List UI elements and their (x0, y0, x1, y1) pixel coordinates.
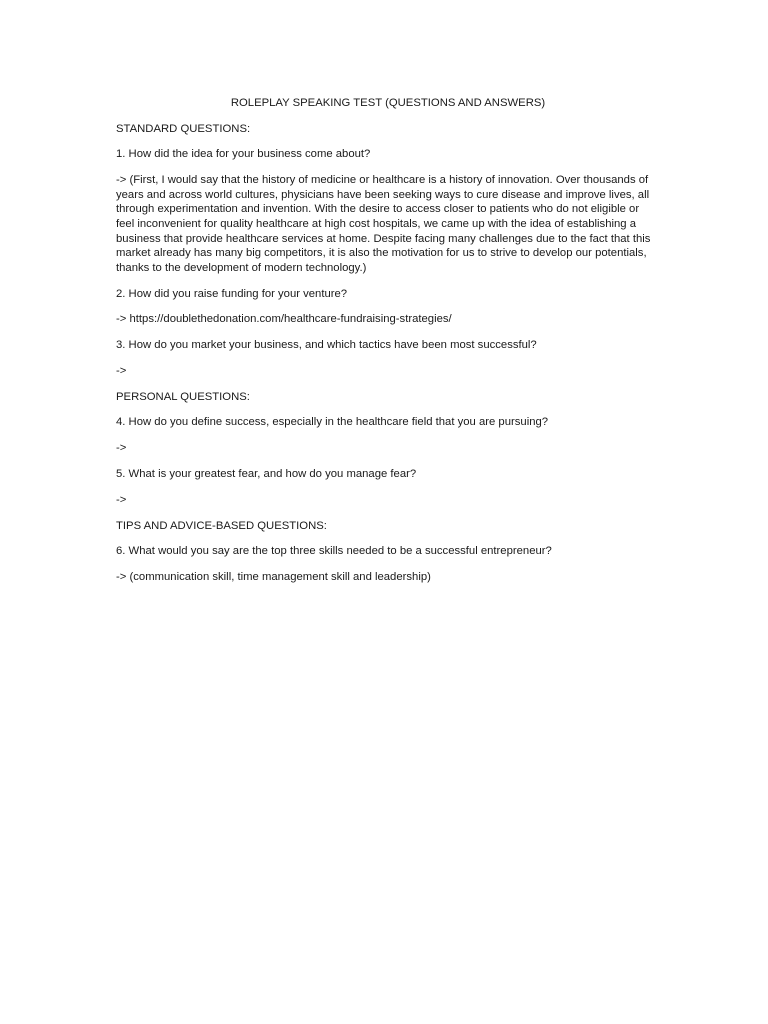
answer-1: -> (First, I would say that the history of medicine or healthcare is a history of innovation. Over thousands of years and across world cultures, physicians have been seeking ways to cure disease and improve lives, all through experimentation and invention. With the desire to access closer to patients who do not eligible or feel inconvenient for quality healthcare at high cost hospitals, we came up with the idea of establishing a business that provide healthcare services at home. Despite facing many challenges due to the fact that this market already has many big competitors, it is also the motivation for us to strive to develop our potentials, thanks to the development of modern technology.) (116, 174, 651, 274)
answer-4: -> (116, 442, 127, 455)
question-6: 6. What would you say are the top three skills needed to be a successful entrepreneur? (116, 545, 552, 558)
question-3: 3. How do you market your business, and which tactics have been most successful? (116, 339, 537, 352)
answer-2: -> https://doublethedonation.com/healthcare-fundraising-strategies/ (116, 313, 452, 326)
section-heading-standard: STANDARD QUESTIONS: (116, 122, 251, 135)
question-2: 2. How did you raise funding for your venture? (116, 287, 348, 300)
question-1: 1. How did the idea for your business come about? (116, 148, 371, 161)
question-5: 5. What is your greatest fear, and how do you manage fear? (116, 467, 417, 480)
answer-5: -> (116, 493, 127, 506)
question-4: 4. How do you define success, especially in the healthcare field that you are pursuing? (116, 416, 549, 429)
section-heading-tips: TIPS AND ADVICE-BASED QUESTIONS: (116, 519, 327, 532)
section-heading-personal: PERSONAL QUESTIONS: (116, 390, 250, 403)
answer-3: -> (116, 364, 127, 377)
document-body (116, 96, 656, 596)
document-title: ROLEPLAY SPEAKING TEST (QUESTIONS AND ANSWERS) (230, 97, 546, 109)
answer-6: -> (communication skill, time management skill and leadership) (116, 571, 431, 584)
